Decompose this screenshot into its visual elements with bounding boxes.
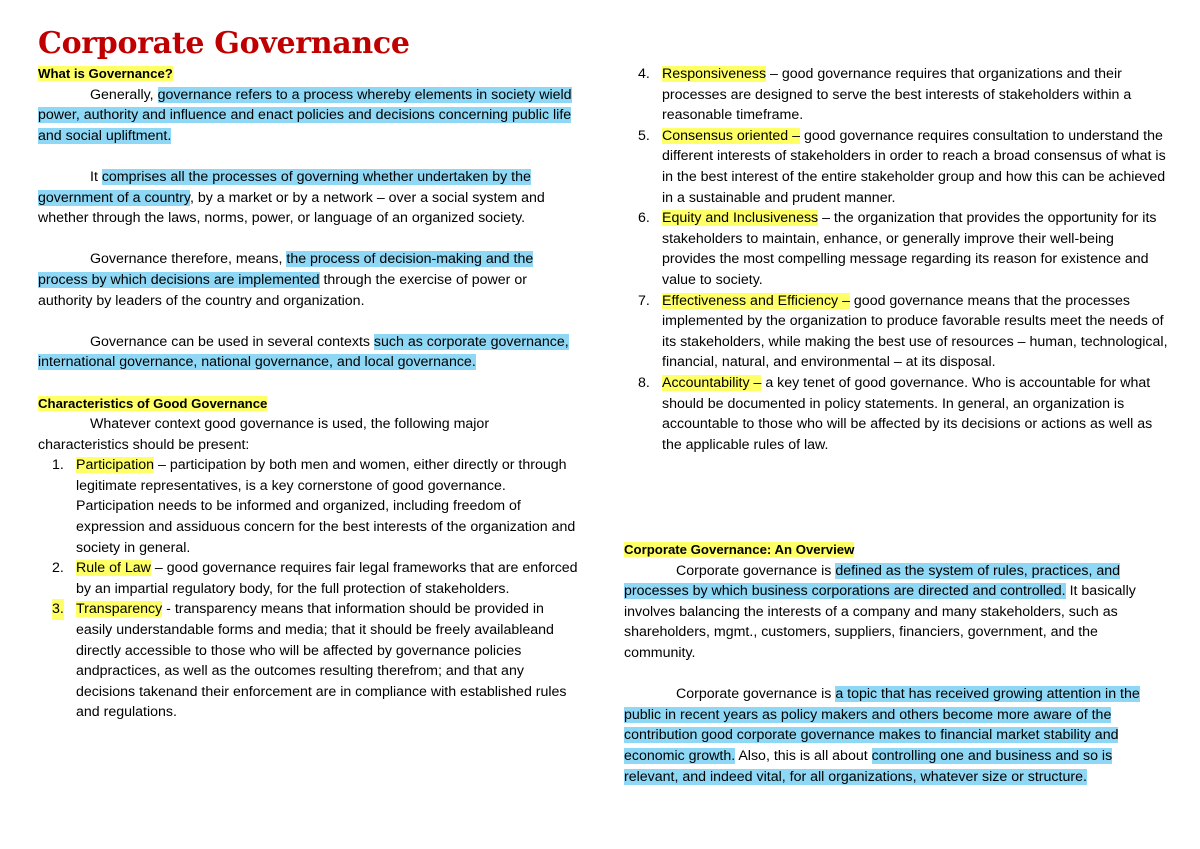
list-item: 5. Consensus oriented – good governance requires consultation to understand the different interests of stakeholders in order to reach a broad consensus of what is in the best interest of the entire stakeholder group and how this can be achieved in a sustainable and prudent manner. (638, 127, 1166, 206)
highlight: a topic that has received growing attention in the public in recent years as policy makers and others become more aware of the contribution good corporate governance makes to financial market stability and economic growth. (624, 686, 1140, 764)
characteristics-list-left (38, 455, 583, 723)
paragraph-therefore: Governance therefore, means, the process of decision-making and the process by which decisions are implemented through the exercise of power or authority by leaders of the country and organization. (38, 251, 534, 309)
list-item: 8. Accountability – a key tenet of good governance. Who is accountable for what should be documented in policy statements. In general, an organization is accountable to those who will be affected by its decisions or actions as well as the applicable rules of law. (638, 374, 1153, 453)
highlight: governance refers to a process whereby elements in society wield power, authority and influence and enact policies and decisions concerning public life and social upliftment. (38, 86, 572, 144)
highlight: comprises all the processes of governing whether undertaken by the government of a country (38, 168, 531, 206)
list-item: 7. Effectiveness and Efficiency – good governance means that the processes implemented by the organization to produce favorable results meet the needs of its stakeholders, while making the best use of resources – human, technological, financial, natural, and environmental – at its disposal. (638, 292, 1168, 371)
highlight: defined as the system of rules, practices, and processes by which business corporations are directed and controlled. (624, 562, 1120, 600)
characteristics-intro: Whatever context good governance is used, the following major characteristics should be present: (38, 416, 490, 453)
paragraph-comprises: It comprises all the processes of governing whether undertaken by the government of a country, by a market or by a network – over a social system and whether through the laws, norms, power, or language of an organized society. (38, 168, 545, 227)
overview-section (624, 540, 1169, 787)
paragraph-overview-attention: Corporate governance is a topic that has received growing attention in the public in recent years as policy makers and others become more aware of the contribution good corporate governance makes to financial market stability and economic growth. Also, this is all about controlling one and business and so is relevant, and indeed vital, for all organizations, whatever size or structure. (624, 686, 1140, 785)
highlight: the process of decision-making and the process by which decisions are implemented (38, 251, 534, 288)
characteristics-list-right (624, 64, 1169, 455)
list-item: 3. Transparency - transparency means that information should be provided in easily understandable forms and media; that it should be freely availableand directly accessible to those who will be affected by governance policies andpractices, as well as the outcomes resulting therefrom; and that any decisions takenand their enforcement are in compliance with established rules and regulations. (52, 601, 567, 721)
overview-heading: Corporate Governance: An Overview (624, 542, 855, 557)
what-is-governance-section (38, 64, 583, 723)
paragraph-overview-definition: Corporate governance is defined as the system of rules, practices, and processes by which business corporations are directed and controlled. It basically involves balancing the interests of a company and many stakeholders, such as shareholders, mgmt., customers, suppliers, financiers, government, and the community. (624, 562, 1136, 661)
characteristics-continued (624, 64, 1169, 455)
list-item: 2. Rule of Law – good governance requires fair legal frameworks that are enforced by an impartial regulatory body, for the full protection of stakeholders. (52, 560, 578, 597)
list-item: 4. Responsiveness – good governance requires that organizations and their processes are designed to serve the best interests of stakeholders within a reasonable timeframe. (638, 66, 1132, 124)
highlight: such as corporate governance, international governance, national governance, and local governance. (38, 333, 569, 371)
characteristics-heading: Characteristics of Good Governance (38, 395, 268, 411)
paragraph-definition: Generally, governance refers to a process whereby elements in society wield power, authority and influence and enact policies and decisions concerning public life and social upliftment. (38, 86, 572, 144)
list-item: 1. Participation – participation by both men and women, either directly or through legitimate representatives, is a key cornerstone of good governance. Participation needs to be informed and organized, including freedom of expression and assiduous concern for the best interests of the organization and society in general. (52, 457, 576, 556)
what-is-governance-heading: What is Governance? (38, 66, 173, 81)
paragraph-contexts: Governance can be used in several contexts such as corporate governance, international governance, national governance, and local governance. (38, 333, 569, 371)
highlight: controlling one and business and so is relevant, and indeed vital, for all organizations, whatever size or structure. (624, 747, 1113, 785)
list-item: 6. Equity and Inclusiveness – the organization that provides the opportunity for its stakeholders to maintain, enhance, or generally improve their well-being provides the most compelling message regarding its reason for existence and value to society. (638, 210, 1157, 288)
page-title: Corporate Governance (38, 26, 410, 61)
